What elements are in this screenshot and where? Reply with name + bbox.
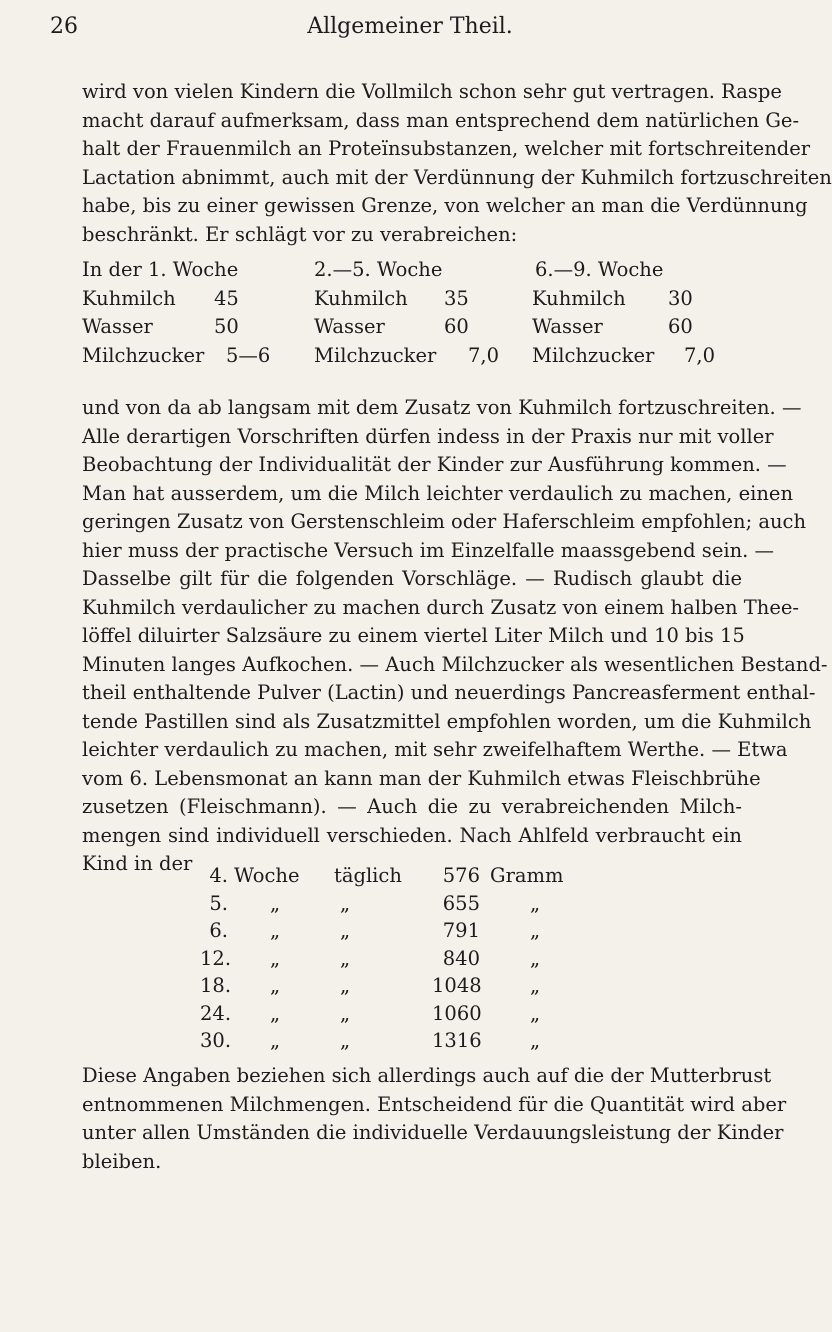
text-line: Man hat ausserdem, um die Milch leichter verdaulich zu machen, einen (82, 481, 794, 505)
ditto-mark: „ (340, 1001, 351, 1025)
row-label: Kuhmilch (532, 286, 626, 310)
text-line: habe, bis zu einer gewissen Grenze, von welcher an man die Verdünnung (82, 194, 808, 217)
ditto-mark: „ (270, 919, 281, 942)
row-label: Wasser (532, 315, 603, 338)
row-value: 5—6 (226, 343, 271, 367)
text-line: Kuhmilch verdaulicher zu machen durch Zusatz von einem halben Thee- (82, 595, 799, 619)
ditto-mark: „ (270, 974, 281, 997)
text-line: unter allen Umständen die individuelle Verdauungsleistung der Kinder (82, 1121, 784, 1144)
ditto-mark: „ (340, 919, 351, 942)
text-line: zusetzen (Fleischmann). — Auch die zu verabreichenden Milch- (82, 795, 742, 818)
text-line: und von da ab langsam mit dem Zusatz von Kuhmilch fortzuschreiten. — (82, 396, 802, 419)
text-line: Lactation abnimmt, auch mit der Verdünnung der Kuhmilch fortzuschreiten (82, 165, 832, 189)
week-number: 18. (200, 974, 232, 997)
amount: 1048 (432, 974, 482, 997)
ditto-mark: „ (270, 1029, 281, 1052)
row-value: 45 (214, 286, 239, 310)
ditto-mark: „ (340, 891, 351, 915)
text-line: löffel diluirter Salzsäure zu einem viertel Liter Milch und 10 bis 15 (82, 624, 745, 647)
ditto-mark: „ (340, 1029, 351, 1052)
week-number: 6. (209, 919, 228, 942)
row-label: Milchzucker (532, 343, 655, 367)
text-line: Alle derartigen Vorschriften dürfen indess in der Praxis nur mit voller (82, 424, 774, 448)
table-row (82, 285, 292, 314)
week-number: 12. (200, 946, 232, 970)
row-value: 50 (214, 315, 239, 338)
week-number: 4. (209, 864, 228, 887)
week-number: 5. (209, 891, 228, 915)
ditto-mark: „ (530, 1029, 541, 1052)
week-unit: Woche (234, 864, 300, 887)
heading-text: 2.—5. Woche (314, 258, 443, 281)
daily-label: täglich (334, 864, 402, 887)
table-row (314, 342, 524, 371)
row-value: 60 (444, 315, 469, 338)
text-line: Diese Angaben beziehen sich allerdings auch auf die der Mutterbrust (82, 1064, 772, 1087)
column-heading (532, 256, 742, 285)
table-row (200, 1000, 580, 1028)
table-row (532, 342, 742, 371)
ditto-mark: „ (530, 891, 541, 915)
table-row (82, 313, 292, 342)
row-label: Milchzucker (314, 343, 437, 367)
table-row (82, 342, 292, 371)
amount: 1316 (432, 1029, 482, 1052)
ditto-mark: „ (340, 974, 351, 997)
page-number: 26 (50, 14, 78, 39)
row-value: 60 (668, 315, 693, 338)
ditto-mark: „ (530, 974, 541, 997)
column-heading (82, 256, 292, 285)
heading-text: In der 1. Woche (82, 258, 239, 281)
text-line: tende Pastillen sind als Zusatzmittel empfohlen worden, um die Kuhmilch (82, 709, 812, 733)
ditto-mark: „ (270, 946, 281, 970)
text-line: theil enthaltende Pulver (Lactin) und neuerdings Pancreasferment enthal- (82, 681, 816, 704)
text-line: geringen Zusatz von Gerstenschleim oder Haferschleim empfohlen; auch (82, 510, 807, 533)
daily-amount-table (200, 862, 580, 1055)
table-row (314, 313, 524, 342)
heading-text: 6.—9. Woche (535, 258, 664, 281)
text-line: beschränkt. Er schlägt vor zu verabreichen: (82, 222, 518, 246)
amount: 576 (442, 864, 480, 887)
row-label: Wasser (82, 315, 153, 338)
text-line: wird von vielen Kindern die Vollmilch schon sehr gut vertragen. Raspe (82, 80, 782, 103)
page-header (50, 14, 770, 44)
amount: 791 (442, 919, 480, 942)
table-row (200, 890, 580, 918)
table-row (200, 1027, 580, 1055)
paragraph-1 (82, 78, 832, 249)
row-label: Kuhmilch (82, 286, 176, 310)
table-row (314, 285, 524, 314)
ditto-mark: „ (270, 891, 281, 915)
text-line: entnommenen Milchmengen. Entscheidend für die Quantität wird aber (82, 1092, 787, 1116)
text-line: hier muss der practische Versuch im Einzelfalle maassgebend sein. — (82, 538, 775, 562)
text-line: Dasselbe gilt für die folgenden Vorschläge. — Rudisch glaubt die (82, 567, 742, 590)
table-row (200, 862, 580, 890)
amount: 1060 (432, 1001, 482, 1025)
ditto-mark: „ (530, 1001, 541, 1025)
ditto-mark: „ (530, 946, 541, 970)
ditto-mark: „ (270, 1001, 281, 1025)
table-row (200, 972, 580, 1000)
paragraph-3 (82, 1062, 787, 1176)
amount: 655 (442, 891, 480, 915)
row-label: Kuhmilch (314, 286, 408, 310)
table-row (532, 313, 742, 342)
text-line: leichter verdaulich zu machen, mit sehr zweifelhaftem Werthe. — Etwa (82, 738, 788, 761)
amount: 840 (442, 946, 480, 970)
column-heading (314, 256, 524, 285)
table-column-week-2-5 (314, 256, 524, 370)
row-value: 35 (444, 286, 469, 310)
ditto-mark: „ (530, 919, 541, 942)
row-value: 30 (668, 286, 693, 310)
ditto-mark: „ (340, 946, 351, 970)
unit-gram: Gramm (490, 864, 564, 887)
text-line: vom 6. Lebensmonat an kann man der Kuhmilch etwas Fleischbrühe (82, 766, 761, 790)
text-line: mengen sind individuell verschieden. Nach Ahlfeld verbraucht ein (82, 823, 742, 847)
table-column-week-1 (82, 256, 292, 370)
running-title: Allgemeiner Theil. (307, 14, 513, 39)
text-line: Minuten langes Aufkochen. — Auch Milchzucker als wesentlichen Bestand- (82, 652, 828, 676)
table-column-week-6-9 (532, 256, 742, 370)
week-number: 30. (200, 1029, 232, 1052)
paragraph-2 (82, 394, 828, 879)
text-line: bleiben. (82, 1149, 162, 1173)
text-line: halt der Frauenmilch an Proteïnsubstanzen, welcher mit fortschreitender (82, 137, 811, 160)
table-row (200, 917, 580, 945)
row-label: Milchzucker (82, 343, 205, 367)
row-value: 7,0 (684, 343, 716, 367)
row-value: 7,0 (468, 343, 500, 367)
table-row (532, 285, 742, 314)
row-label: Wasser (314, 315, 385, 338)
text-line: macht darauf aufmerksam, dass man entsprechend dem natürlichen Ge- (82, 108, 800, 132)
week-number: 24. (200, 1001, 232, 1025)
table-row (200, 945, 580, 973)
text-line: Kind in der (82, 852, 193, 875)
text-line: Beobachtung der Individualität der Kinder zur Ausführung kommen. — (82, 453, 787, 476)
